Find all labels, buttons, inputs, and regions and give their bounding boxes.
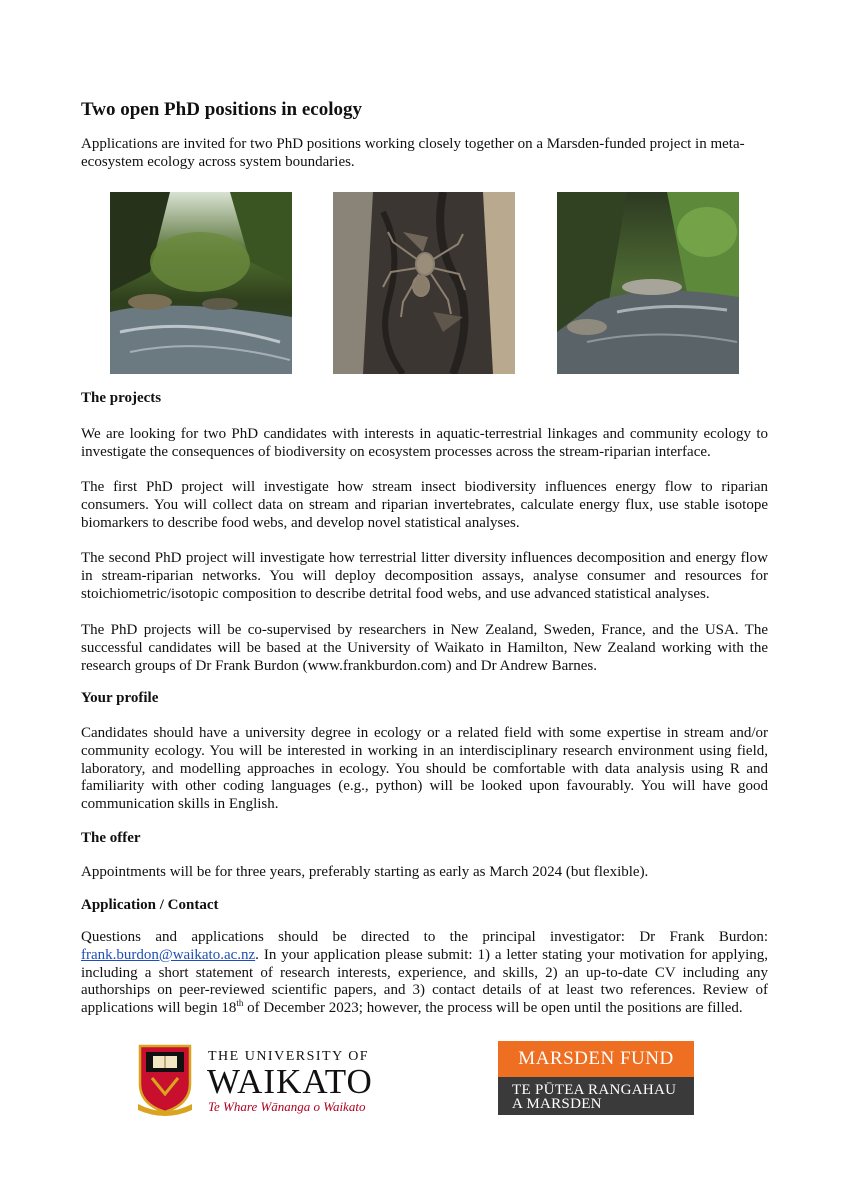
marsden-line-2: A MARSDEN: [512, 1096, 602, 1112]
projects-paragraph-1: We are looking for two PhD candidates with interests in aquatic-terrestrial linkages and community ecology to investigate the consequences of biodiversity on ecosystem processes across the stream-riparian interface.: [81, 426, 768, 460]
projects-paragraph-3: The second PhD project will investigate how terrestrial litter diversity influences decomposition and energy flow in stream-riparian networks. You will deploy decomposition assays, analyse consumer and resources for stoichiometric/isotopic composition to describe detrital food webs, and use advanced statistical analyses.: [81, 550, 768, 602]
waikato-line-1: THE UNIVERSITY OF: [208, 1049, 370, 1064]
intro-paragraph: Applications are invited for two PhD positions working closely together on a Marsden-funded project in meta-ecosystem ecology across system boundaries.: [81, 136, 745, 170]
marsden-line-1: TE PŪTEA RANGAHAU: [512, 1082, 677, 1098]
projects-paragraph-2: The first PhD project will investigate how stream insect biodiversity influences energy flow to riparian consumers. You will collect data on stream and riparian invertebrates, calculate energy flux, use stable isotope biomarkers to describe food webs, and develop novel statistical analyses.: [81, 479, 768, 531]
profile-paragraph: Candidates should have a university degree in ecology or a related field with some expertise in stream and/or community ecology. You will be interested in working in an interdisciplinary research environment using field, laboratory, and modelling approaches in ecology. You should be comfortable with data analysis using R and familiarity with other coding languages (e.g., python) will be looked upon favourably. You will have good communication skills in English.: [81, 725, 768, 813]
contact-text-mid: . In your application please submit: 1) a letter stating your motivation for applying, including a short statement of research interests, experience, and skills, 2) an up-to-date CV including any authorships on peer-reviewed scientific papers, and 3) contact details of at least two references. Review of applications will begin 18: [81, 946, 768, 1017]
profile-heading: Your profile: [81, 690, 159, 706]
email-link[interactable]: frank.burdon@waikato.ac.nz: [81, 946, 256, 963]
page-title: Two open PhD positions in ecology: [81, 99, 362, 120]
waikato-line-2: WAIKATO: [207, 1062, 373, 1101]
offer-paragraph: Appointments will be for three years, preferably starting as early as March 2024 (but flexible).: [81, 864, 649, 880]
waikato-crest-icon: [136, 1044, 194, 1116]
marsden-fund-logo: [498, 1041, 694, 1115]
contact-text-sup: th: [236, 998, 244, 1009]
waikato-line-3: Te Whare Wānanga o Waikato: [208, 1099, 366, 1114]
spider-on-bark-photo: [333, 192, 515, 374]
waikato-logo: [136, 1044, 376, 1116]
contact-heading: Application / Contact: [81, 897, 219, 913]
projects-heading: The projects: [81, 390, 162, 406]
contact-paragraph: [81, 929, 768, 1018]
marsden-bottom: [498, 1077, 694, 1115]
contact-text-pre: Questions and applications should be directed to the principal investigator: Dr Frank Burdon:: [81, 929, 768, 945]
photo-strip: [110, 192, 739, 374]
offer-heading: The offer: [81, 830, 141, 846]
contact-text-post: of December 2023; however, the process will be open until the positions are filled.: [243, 1000, 743, 1017]
stream-photo: [110, 192, 292, 374]
projects-paragraph-4: The PhD projects will be co-supervised by researchers in New Zealand, Sweden, France, and the USA. The successful candidates will be based at the University of Waikato in Hamilton, New Zealand working with the research groups of Dr Frank Burdon (www.frankburdon.com) and Dr Andrew Barnes.: [81, 622, 768, 674]
marsden-top: MARSDEN FUND: [498, 1041, 694, 1077]
riparian-stream-photo: [557, 192, 739, 374]
